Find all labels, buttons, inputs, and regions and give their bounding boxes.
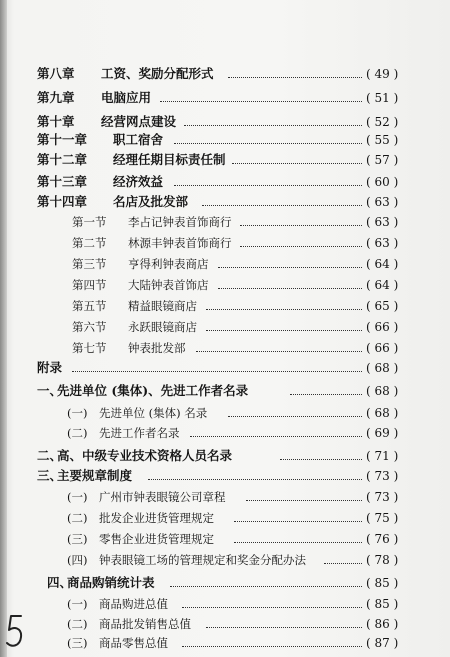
- toc-entry: [0, 112, 450, 132]
- part-title: 主要规章制度: [57, 468, 133, 483]
- toc-entry: [0, 358, 450, 378]
- dot-leader: [206, 309, 362, 310]
- handwritten-page-mark: [4, 612, 26, 652]
- toc-entry: [0, 130, 450, 150]
- chapter-number: 第十四章: [37, 194, 88, 209]
- part-number: 二、: [37, 448, 63, 463]
- chapter-number: 第八章: [37, 66, 75, 81]
- toc-entry: [0, 487, 450, 507]
- subsection-title: 先进单位 (集体) 名录: [99, 406, 208, 420]
- subsection-title: 商品批发销售总值: [99, 617, 191, 631]
- page-number: ( 85 ): [366, 576, 399, 590]
- part-number: 一、: [37, 383, 63, 398]
- dot-leader: [72, 371, 362, 372]
- section-title: 精益眼镜商店: [128, 299, 197, 313]
- page-number: ( 66 ): [366, 320, 399, 334]
- dot-leader: [206, 330, 362, 331]
- page-number: ( 57 ): [366, 153, 399, 167]
- page-number: ( 87 ): [366, 636, 399, 650]
- page-number: ( 73 ): [366, 490, 399, 504]
- appendix-title: 附录: [37, 360, 63, 375]
- page-number: ( 68 ): [366, 384, 399, 398]
- subsection-title: 广州市钟表眼镜公司章程: [99, 490, 226, 504]
- section-number: 第五节: [72, 299, 107, 313]
- toc-entry: [0, 633, 450, 653]
- part-title: 高、中级专业技术资格人员名录: [57, 448, 233, 463]
- chapter-title: 工资、奖励分配形式: [101, 66, 214, 81]
- toc-entry: [0, 446, 450, 466]
- toc-entry: [0, 550, 450, 570]
- subsection-title: 零售企业进货管理规定: [99, 532, 214, 546]
- subsection-number: (四): [67, 553, 88, 567]
- chapter-title: 职工宿舍: [113, 132, 164, 147]
- dot-leader: [228, 416, 362, 417]
- dot-leader: [184, 125, 362, 126]
- toc-entry: [0, 573, 450, 593]
- subsection-title: 商品购进总值: [99, 597, 168, 611]
- dot-leader: [182, 607, 362, 608]
- page-number: ( 63 ): [366, 215, 399, 229]
- section-number: 第四节: [72, 278, 107, 292]
- subsection-number: (一): [67, 406, 88, 420]
- section-title: 钟表批发部: [128, 341, 186, 355]
- toc-entry: [0, 88, 450, 108]
- page-number: ( 60 ): [366, 175, 399, 189]
- section-number: 第二节: [72, 236, 107, 250]
- dot-leader: [174, 185, 362, 186]
- dot-leader: [290, 394, 362, 395]
- dot-leader: [218, 288, 362, 289]
- dot-leader: [234, 521, 362, 522]
- dot-leader: [324, 563, 362, 564]
- page-number: ( 63 ): [366, 236, 399, 250]
- subsection-title: 商品零售总值: [99, 636, 168, 650]
- page-number: ( 68 ): [366, 406, 399, 420]
- chapter-number: 第十章: [37, 114, 75, 129]
- page-number: ( 64 ): [366, 257, 399, 271]
- toc-entry: [0, 172, 450, 192]
- toc-entry: [0, 338, 450, 358]
- chapter-title: 经理任期目标责任制: [113, 152, 226, 167]
- toc-entry: [0, 423, 450, 443]
- subsection-number: (二): [67, 511, 88, 525]
- dot-leader: [174, 143, 362, 144]
- toc-entry: [0, 254, 450, 274]
- section-number: 第七节: [72, 341, 107, 355]
- toc-entry: [0, 150, 450, 170]
- dot-leader: [246, 500, 362, 501]
- toc-entry: [0, 212, 450, 232]
- page-number: ( 52 ): [366, 115, 399, 129]
- section-title: 林源丰钟表首饰商行: [128, 236, 232, 250]
- page-number: ( 68 ): [366, 361, 399, 375]
- section-number: 第三节: [72, 257, 107, 271]
- toc-entry: [0, 381, 450, 401]
- dot-leader: [160, 101, 362, 102]
- section-number: 第六节: [72, 320, 107, 334]
- dot-leader: [240, 225, 362, 226]
- subsection-number: (二): [67, 617, 88, 631]
- chapter-title: 经济效益: [113, 174, 164, 189]
- page-number: ( 75 ): [366, 511, 399, 525]
- page-number: ( 65 ): [366, 299, 399, 313]
- dot-leader: [218, 267, 362, 268]
- dot-leader: [190, 436, 362, 437]
- page-number: ( 55 ): [366, 133, 399, 147]
- page-number: ( 78 ): [366, 553, 399, 567]
- section-title: 永跃眼镜商店: [128, 320, 197, 334]
- toc-entry: [0, 614, 450, 634]
- dot-leader: [206, 627, 362, 628]
- page-number: ( 85 ): [366, 597, 399, 611]
- dot-leader: [228, 77, 362, 78]
- page-number: ( 73 ): [366, 469, 399, 483]
- page-number: ( 51 ): [366, 91, 399, 105]
- toc-entry: [0, 403, 450, 423]
- page-number: ( 64 ): [366, 278, 399, 292]
- subsection-number: (二): [67, 426, 88, 440]
- dot-leader: [182, 646, 362, 647]
- part-number: 三、: [37, 468, 63, 483]
- page-number: ( 71 ): [366, 449, 399, 463]
- toc-entry: [0, 317, 450, 337]
- page-number: ( 66 ): [366, 341, 399, 355]
- toc-entry: [0, 275, 450, 295]
- page-number: ( 76 ): [366, 532, 399, 546]
- dot-leader: [240, 246, 362, 247]
- page-number: ( 49 ): [366, 67, 399, 81]
- dot-leader: [196, 351, 362, 352]
- subsection-title: 批发企业进货管理规定: [99, 511, 214, 525]
- section-title: 亨得利钟表商店: [128, 257, 209, 271]
- dot-leader: [148, 479, 362, 480]
- chapter-number: 第九章: [37, 90, 75, 105]
- chapter-number: 第十一章: [37, 132, 88, 147]
- subsection-number: (一): [67, 597, 88, 611]
- toc-entry: [0, 594, 450, 614]
- dot-leader: [170, 586, 362, 587]
- toc-entry: [0, 296, 450, 316]
- subsection-number: (三): [67, 532, 88, 546]
- toc-entry: [0, 508, 450, 528]
- dot-leader: [234, 542, 362, 543]
- part-number: 四、: [47, 575, 73, 590]
- part-title: 商品购销统计表: [67, 575, 155, 590]
- chapter-number: 第十三章: [37, 174, 88, 189]
- subsection-title: 先进工作者名录: [99, 426, 180, 440]
- toc-entry: [0, 233, 450, 253]
- chapter-title: 经营网点建设: [101, 114, 177, 129]
- chapter-title: 名店及批发部: [113, 194, 189, 209]
- dot-leader: [202, 205, 362, 206]
- section-title: 大陆钟表首饰店: [128, 278, 209, 292]
- subsection-number: (一): [67, 490, 88, 504]
- subsection-title: 钟表眼镜工场的管理规定和奖金分配办法: [99, 553, 306, 567]
- toc-entry: [0, 64, 450, 84]
- toc-entry: [0, 529, 450, 549]
- section-number: 第一节: [72, 215, 107, 229]
- chapter-title: 电脑应用: [101, 90, 152, 105]
- chapter-number: 第十二章: [37, 152, 88, 167]
- page-number: ( 63 ): [366, 195, 399, 209]
- subsection-number: (三): [67, 636, 88, 650]
- dot-leader: [232, 163, 362, 164]
- dot-leader: [280, 459, 362, 460]
- toc-entry: [0, 466, 450, 486]
- toc-entry: [0, 192, 450, 212]
- section-title: 李占记钟表首饰商行: [128, 215, 232, 229]
- page-number: ( 69 ): [366, 426, 399, 440]
- part-title: 先进单位 (集体)、先进工作者名录: [57, 383, 249, 398]
- page-number: ( 86 ): [366, 617, 399, 631]
